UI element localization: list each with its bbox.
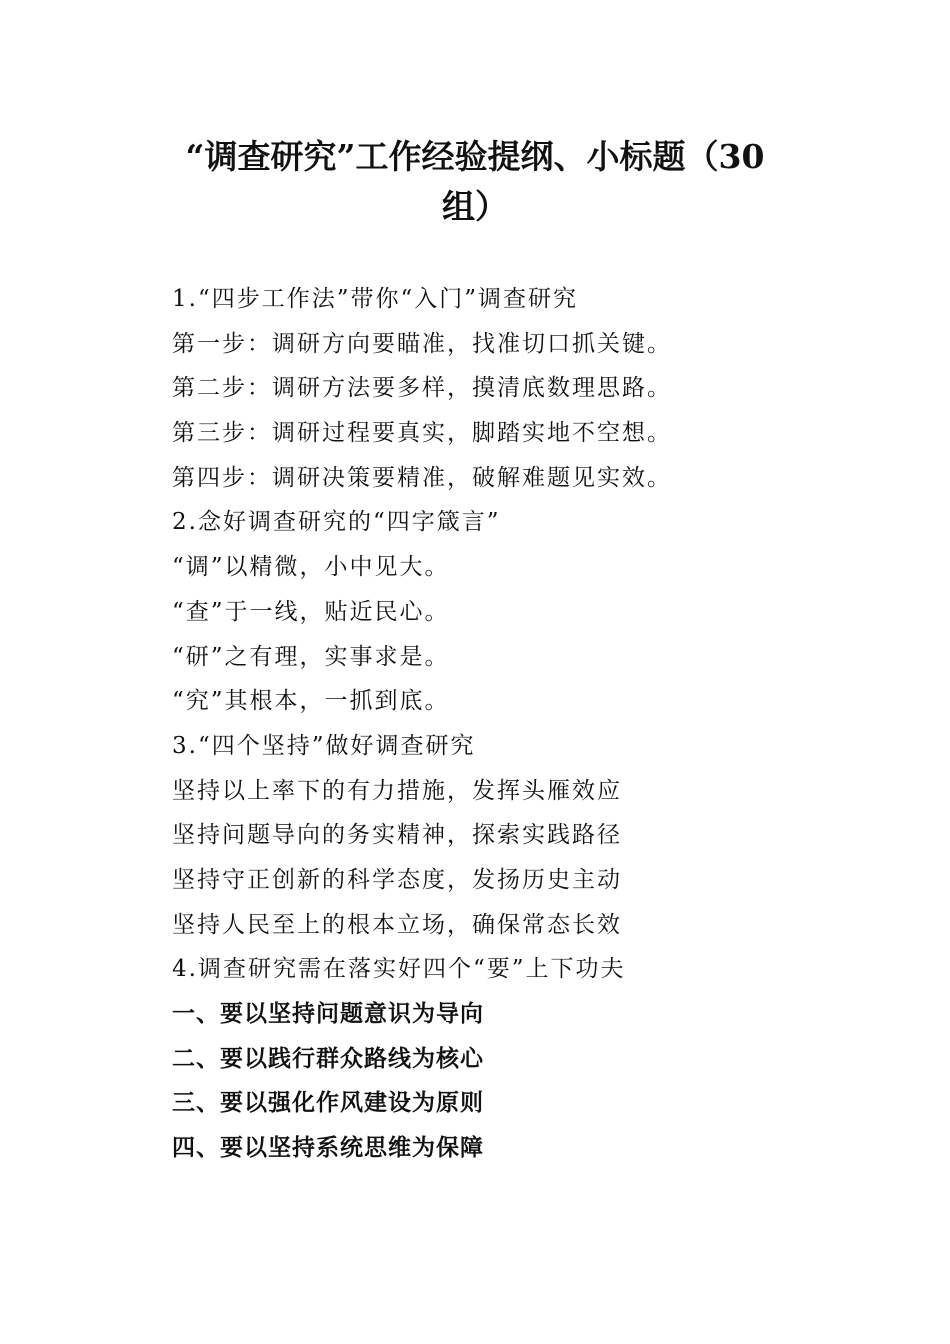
title-line-2: 组） <box>442 187 508 226</box>
section-1-item-3: 第三步：调研过程要真实，脚踏实地不空想。 <box>172 420 672 447</box>
section-4-item-4: 四、要以坚持系统思维为保障 <box>172 1135 484 1162</box>
section-heading-2: 2.念好调查研究的“四字箴言” <box>172 509 501 536</box>
section-3-item-2: 坚持问题导向的务实精神，探索实践路径 <box>172 822 622 849</box>
section-4-item-1: 一、要以坚持问题意识为导向 <box>172 1001 484 1027</box>
section-3-item-3: 坚持守正创新的科学态度，发扬历史主动 <box>172 866 622 893</box>
section-4-item-3: 三、要以强化作风建设为原则 <box>172 1090 484 1117</box>
section-4-item-2: 二、要以践行群众路线为核心 <box>172 1045 484 1072</box>
section-heading-1: 1.“四步工作法”带你“入门”调查研究 <box>172 286 578 312</box>
section-1-item-1: 第一步：调研方向要瞄准，找准切口抓关键。 <box>172 330 672 357</box>
section-heading-4: 4.调查研究需在落实好四个“要”上下功夫 <box>172 956 626 983</box>
section-2-item-3: “研”之有理，实事求是。 <box>172 643 450 670</box>
title-line-1: “调查研究”工作经验提纲、小标题（30 <box>185 137 765 176</box>
section-1-item-2: 第二步：调研方法要多样，摸清底数理思路。 <box>172 375 672 402</box>
document-title <box>150 132 800 232</box>
section-1-item-4: 第四步：调研决策要精准，破解难题见实效。 <box>172 464 672 491</box>
section-2-item-2: “查”于一线，贴近民心。 <box>172 598 450 625</box>
document-body <box>172 277 812 1171</box>
section-3-item-4: 坚持人民至上的根本立场，确保常态长效 <box>172 911 622 938</box>
section-2-item-4: “究”其根本，一抓到底。 <box>172 688 450 715</box>
section-2-item-1: “调”以精微，小中见大。 <box>172 554 450 581</box>
section-heading-3: 3.“四个坚持”做好调查研究 <box>172 732 476 759</box>
section-3-item-1: 坚持以上率下的有力措施，发挥头雁效应 <box>172 777 622 804</box>
